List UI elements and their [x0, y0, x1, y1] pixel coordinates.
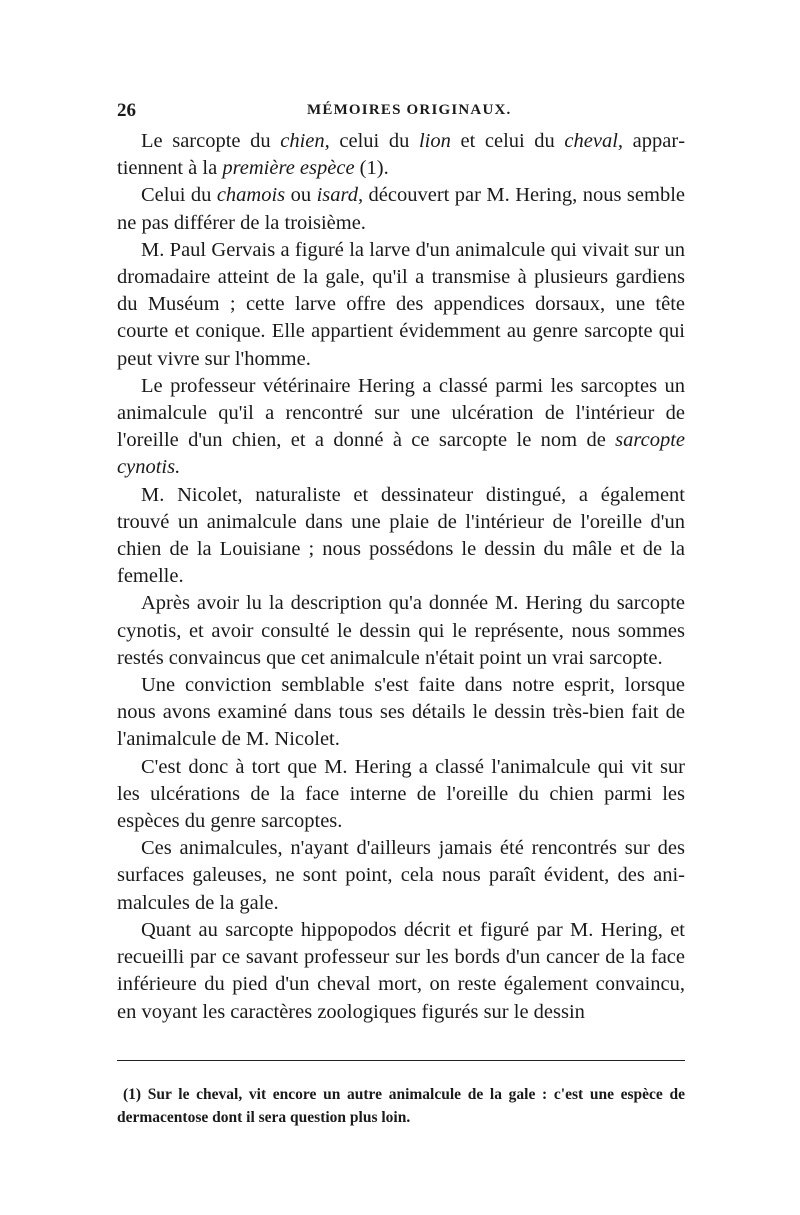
footnote-text: (1) Sur le cheval, vit encore un autre animalcule de la gale : c'est une espèce de dermacentose dont il sera question plus loin.	[117, 1086, 685, 1126]
italic-text: isard,	[316, 184, 364, 207]
paragraph	[117, 182, 685, 236]
text-run: celui du	[329, 130, 419, 152]
page-header	[117, 100, 682, 124]
paragraph	[117, 590, 685, 672]
italic-text: cheval,	[564, 130, 624, 152]
italic-text: lion	[418, 130, 451, 152]
text-run: Quant au sarcopte hippopodos décrit et figuré par M. Hering, et recueilli par ce savant professeur sur les bords d'un cancer de la face inférieure du pied d'un cheval mort, on reste également convaincu, en voyant les caractères zoologiques figurés sur le dessin	[117, 918, 685, 1023]
italic-text: sarcopte cynotis.	[117, 429, 685, 479]
italic-text: première espèce	[222, 157, 355, 180]
footnote	[117, 1083, 685, 1129]
text-run: appartiennent à la	[117, 130, 686, 180]
text-run: Après avoir lu la description qu'a donnée M. Hering du sarcopte cynotis, et avoir consulté le dessin qui le représente, nous sommes restés convaincus que cet animalcule n'était point un vrai sarcopte.	[117, 592, 685, 669]
running-head: MÉMOIRES ORIGINAUX.	[307, 102, 512, 118]
paragraph	[117, 128, 685, 182]
text-run: Le sarcopte du	[141, 130, 281, 152]
page-number: 26	[117, 100, 136, 121]
text-run: M. Nicolet, naturaliste et dessinateur distingué, a également trouvé un animalcule dans une plaie de l'intérieur de l'oreille d'un chien de la Louisiane ; nous possédons le dessin du mâle et de la femelle.	[117, 483, 685, 588]
italic-text: chamois	[216, 184, 286, 207]
paragraph	[117, 482, 685, 591]
text-run: découvert par M. Hering, nous semble ne pas différer de la troisième.	[117, 184, 685, 234]
text-run: (1).	[354, 157, 389, 180]
text-run: ou	[285, 184, 317, 207]
footnote-rule	[117, 1060, 685, 1061]
body-text	[117, 128, 685, 1026]
text-run: Ces animalcules, n'ayant d'ailleurs jamais été rencontrés sur des surfaces galeuses, ne sont point, cela nous paraît évident, des animalcules de la gale.	[117, 837, 685, 914]
paragraph	[117, 835, 685, 917]
text-run: Une conviction semblable s'est faite dans notre esprit, lorsque nous avons examiné dans tous ses détails le dessin très-bien fait de l'animalcule de M. Nicolet.	[117, 674, 685, 751]
text-run: Celui du	[141, 184, 217, 207]
text-run: M. Paul Gervais a figuré la larve d'un animalcule qui vivait sur un dromadaire atteint de la gale, qu'il a transmise à plusieurs gardiens du Muséum ; cette larve offre des appendices dorsaux, une tête courte et conique. Elle appartient évidemment au genre sarcopte qui peut vivre sur l'homme.	[117, 238, 685, 370]
paragraph	[117, 237, 685, 373]
text-run: Le professeur vétérinaire Hering a classé parmi les sarcoptes un animalcule qu'il a rencontré sur une ulcération de l'intérieur de l'oreille d'un chien, et a donné à ce sarcopte le nom de	[117, 374, 685, 452]
text-run: et celui du	[450, 130, 565, 152]
paragraph	[117, 917, 685, 1026]
italic-text: chien,	[280, 130, 330, 152]
paragraph	[117, 373, 685, 482]
paragraph	[117, 672, 685, 754]
paragraph	[117, 754, 685, 836]
text-run: C'est donc à tort que M. Hering a classé l'animalcule qui vit sur les ulcérations de la face interne de l'oreille du chien parmi les espèces du genre sarcoptes.	[117, 755, 685, 833]
